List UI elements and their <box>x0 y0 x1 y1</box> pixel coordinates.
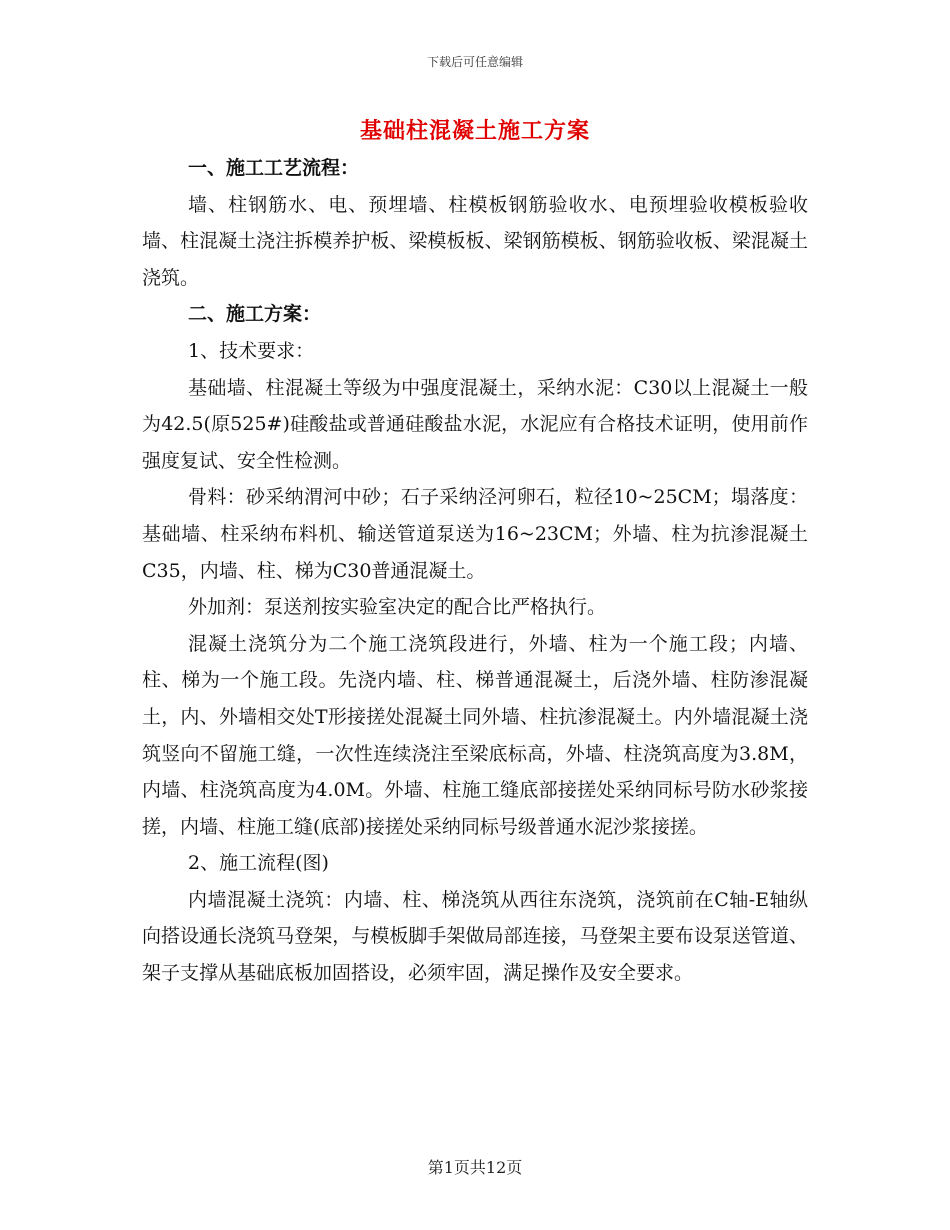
paragraph-process-flow: 墙、柱钢筋水、电、预埋墙、柱模板钢筋验收水、电预埋验收模板验收墙、柱混凝土浇注拆模养护板、梁模板板、梁钢筋模板、钢筋验收板、梁混凝土浇筑。 <box>142 193 808 289</box>
subheading-construction-flow: 2、施工流程(图) <box>188 852 329 875</box>
section-heading-plan: 二、施工方案： <box>188 303 322 326</box>
page-header-note: 下载后可任意编辑 <box>426 55 523 69</box>
paragraph-admixture: 外加剂：泵送剂按实验室决定的配合比严格执行。 <box>188 596 607 619</box>
subheading-tech-requirements: 1、技术要求： <box>188 339 315 362</box>
document-body <box>142 150 808 992</box>
page-number: 第1页共12页 <box>427 1158 523 1177</box>
document-title: 基础柱混凝土施工方案 <box>359 118 590 144</box>
paragraph-cement: 基础墙、柱混凝土等级为中强度混凝土，采纳水泥：C30以上混凝土一般为42.5(原525#)硅酸盐或普通硅酸盐水泥，水泥应有合格技术证明，使用前作强度复试、安全性检测。 <box>142 376 808 472</box>
section-heading-process: 一、施工工艺流程： <box>188 157 360 179</box>
paragraph-aggregate: 骨料：砂采纳渭河中砂；石子采纳泾河卵石，粒径10~25CM；塌落度：基础墙、柱采纳布料机、输送管道泵送为16~23CM；外墙、柱为抗渗混凝土C35，内墙、柱、梯为C30普通混凝土。 <box>142 486 808 582</box>
paragraph-pouring-sections: 混凝土浇筑分为二个施工浇筑段进行，外墙、柱为一个施工段；内墙、柱、梯为一个施工段。先浇内墙、柱、梯普通混凝土，后浇外墙、柱防渗混凝土，内、外墙相交处T形接搓处混凝土同外墙、柱抗渗混凝土。内外墙混凝土浇筑竖向不留施工缝，一次性连续浇注至梁底标高，外墙、柱浇筑高度为3.8M，内墙、柱浇筑高度为4.0M。外墙、柱施工缝底部接搓处采纳同标号防水砂浆接搓，内墙、柱施工缝(底部)接搓处采纳同标号级普通水泥沙浆接搓。 <box>142 632 808 838</box>
paragraph-inner-wall-pouring: 内墙混凝土浇筑：内墙、柱、梯浇筑从西往东浇筑，浇筑前在C轴-E轴纵向搭设通长浇筑马登架，与模板脚手架做局部连接，马登架主要布设泵送管道、架子支撑从基础底板加固搭设，必须牢固，满足操作及安全要求。 <box>142 888 808 985</box>
